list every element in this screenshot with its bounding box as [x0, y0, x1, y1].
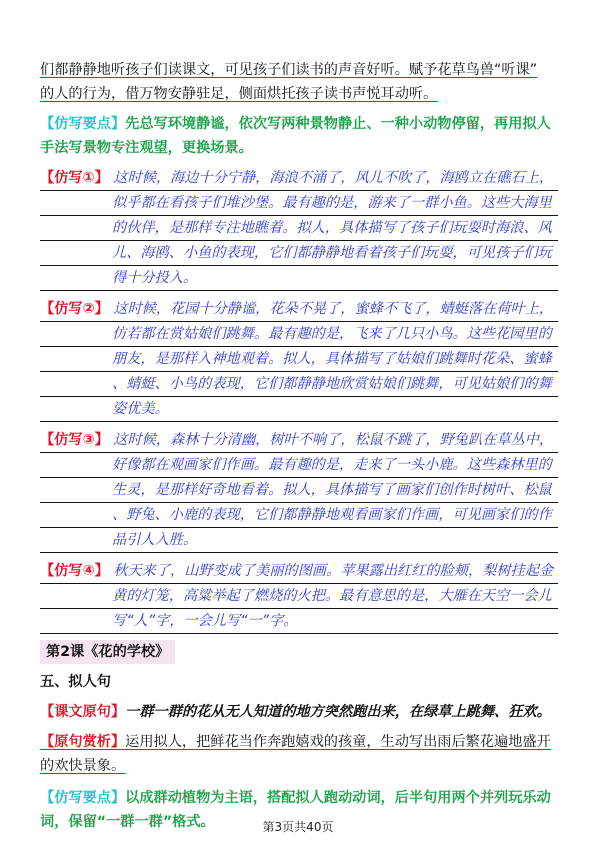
page-footer: 第3页共40页: [262, 820, 334, 834]
fangxie-3-line-1: 这时候，森林十分清幽，树叶不响了，松鼠不跳了，野兔趴在草丛中，: [113, 432, 554, 448]
fangxie-label-2: 【仿写②】: [40, 301, 109, 317]
top-paragraph-line-2: 的人的行为，借万物安静驻足，侧面烘托孩子读书声悦耳动听。: [40, 86, 438, 102]
fangxie-3-line-5: 品引人入胜。: [112, 532, 198, 548]
fangxie-block-1: [40, 166, 558, 291]
yuanju-shangxi-line-2: 的欢快景象。: [40, 758, 126, 774]
yuanju-shangxi-text: 运用拟人，把鲜花当作奔跑嬉戏的孩童，生动写出雨后繁花遍地盛开: [125, 734, 551, 750]
fangxie-4-line-2: 黄的灯笼，高粱举起了燃烧的火把。最有意思的是，大雁在天空一会儿: [112, 588, 552, 604]
fangxie-1-line-4: 儿、海鸥、小鱼的表现，它们都静静地看着孩子们玩耍，可见孩子们玩: [112, 245, 552, 261]
fangxie-1-line-5: 得十分投入。: [112, 270, 198, 286]
fangxie-3-line-2: 好像都在观画家们作画。最有趣的是，走来了一头小鹿。这些森林里的: [112, 457, 552, 473]
fangxie-1-line-1: 这时候，海边十分宁静，海浪不涌了，风儿不吹了，海鸥立在礁石上，: [113, 170, 554, 186]
fangxie-yaodian-text: 先总写环境静谧，依次写两种景物静止、一种小动物停留，再用拟人: [125, 116, 551, 132]
fangxie-block-4: [40, 559, 558, 634]
fangxie-4-line-1: 秋天来了，山野变成了美丽的图画。苹果露出红红的脸颊，梨树挂起金: [113, 563, 554, 579]
fangxie-block-2: [40, 297, 558, 422]
document-page: [40, 58, 558, 834]
fangxie-yaodian-label: 【仿写要点】: [40, 116, 126, 132]
kewen-yuanju: [40, 700, 558, 724]
fangxie-yaodian-2: [40, 786, 558, 810]
fangxie-1-line-3: 的伙伴，是那样专注地瞧着。拟人，具体描写了孩子们玩耍时海浪、风: [112, 220, 552, 236]
fangxie-2-line-2: 仿若都在赏姑娘们跳舞。最有趣的是，飞来了几只小鸟。这些花园里的: [112, 326, 552, 342]
lesson-title: 第2课《花的学校》: [40, 640, 175, 664]
fangxie-block-3: [40, 428, 558, 553]
fangxie-label-1: 【仿写①】: [40, 170, 109, 186]
fangxie-2-line-5: 姿优美。: [112, 401, 169, 417]
fangxie-yaodian-line-2: 手法写景物专注观望，更换场景。: [40, 140, 253, 156]
fangxie-yaodian-2-line-2: 词，保留“一群一群”格式。: [40, 814, 215, 830]
section-heading: 五、拟人句: [40, 674, 111, 690]
kewen-yuanju-label: 【课文原句】: [40, 704, 126, 720]
fangxie-yaodian-2-label: 【仿写要点】: [40, 790, 126, 806]
fangxie-2-line-3: 朋友，是那样入神地观着。拟人，具体描写了姑娘们跳舞时花朵、蜜蜂: [112, 351, 552, 367]
fangxie-3-line-4: 、野兔、小鹿的表现，它们都静静地观看画家们作画，可见画家们的作: [112, 507, 552, 523]
fangxie-4-line-3: 写“人”字，一会儿写“一”字。: [112, 613, 298, 629]
yuanju-shangxi-label: 【原句赏析】: [40, 734, 126, 750]
fangxie-label-3: 【仿写③】: [40, 432, 109, 448]
fangxie-yaodian-2-text: 以成群动植物为主语，搭配拟人跑动动词，后半句用两个并列玩乐动: [125, 790, 551, 806]
fangxie-3-line-3: 生灵，是那样好奇地看着。拟人，具体描写了画家们创作时树叶、松鼠: [112, 482, 552, 498]
fangxie-2-line-1: 这时候，花园十分静谧，花朵不晃了，蜜蜂不飞了，蜻蜓落在荷叶上，: [113, 301, 554, 317]
fangxie-label-4: 【仿写④】: [40, 563, 109, 579]
top-paragraph-line-1: 们都静静地听孩子们读课文，可见孩子们读书的声音好听。赋予花草鸟兽“听课”: [40, 62, 538, 78]
fangxie-1-line-2: 似乎都在看孩子们堆沙堡。最有趣的是，游来了一群小鱼。这些大海里: [112, 195, 552, 211]
lesson-title-row: [40, 640, 558, 664]
kewen-yuanju-text: 一群一群的花从无人知道的地方突然跑出来，在绿草上跳舞、狂欢。: [125, 704, 551, 720]
fangxie-2-line-4: 、蜻蜓、小鸟的表现，它们都静静地欣赏姑娘们跳舞，可见姑娘们的舞: [112, 376, 552, 392]
fangxie-yaodian-1: [40, 112, 558, 136]
yuanju-shangxi: [40, 730, 558, 754]
